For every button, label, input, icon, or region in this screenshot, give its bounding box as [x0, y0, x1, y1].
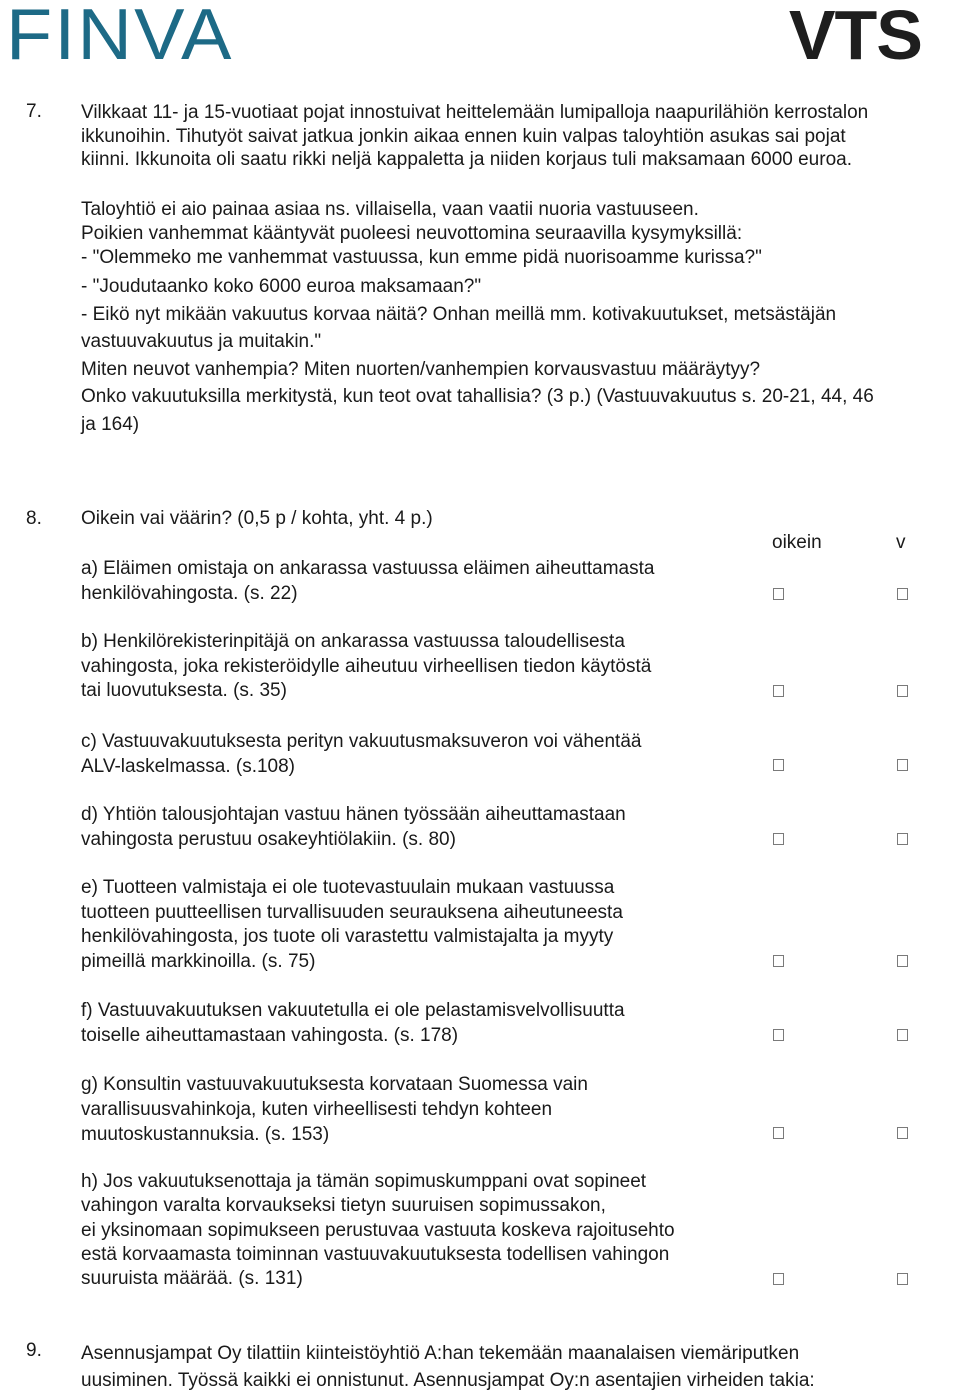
text-line: kiinni. Ikkunoita oli saatu rikki neljä kappaletta ja niiden korjaus tuli maksamaan 6000 euroa. [81, 149, 852, 170]
text-line: ei yksinomaan sopimukseen perustuvaa vastuuta koskeva rajoitusehto [81, 1219, 675, 1241]
question-7-paragraph-3 [81, 273, 874, 439]
question-8-heading: Oikein vai väärin? (0,5 p / kohta, yht. 4 p.) [81, 508, 433, 529]
text-line: vastuuvakuutus ja muitakin." [81, 331, 322, 353]
checkbox-d-false[interactable] [897, 833, 908, 845]
text-line: estä korvaamasta toiminnan vastuuvakuutuksesta todellisen vahingon [81, 1243, 670, 1265]
text-line: vahingon varalta korvaukseksi tietyn suuruisen sopimussakon, [81, 1195, 606, 1217]
text-line: pimeillä markkinoilla. (s. 75) [81, 950, 316, 972]
statement-e [81, 876, 623, 974]
text-line: Taloyhtiö ei aio painaa asiaa ns. villaisella, vaan vaatii nuoria vastuuseen. [81, 199, 699, 220]
statement-f [81, 998, 625, 1048]
text-line: toiselle aiheuttamastaan vahingosta. (s. 178) [81, 1025, 459, 1046]
checkbox-b-true[interactable] [773, 685, 784, 697]
statement-d [81, 802, 626, 852]
question-8-number: 8. [26, 508, 42, 529]
text-line: d) Yhtiön talousjohtajan vastuu hänen työssään aiheuttamastaan [81, 804, 626, 825]
text-line: - "Joudutaanko koko 6000 euroa maksamaan?" [81, 276, 482, 297]
text-line: tuotteen puutteellisen turvallisuuden seurauksena aiheutuneesta [81, 901, 623, 923]
text-line: ikkunoihin. Tihutyöt saivat jatkua jonkin aikaa ennen kuin valpas taloyhtiön asukas sai pojat [81, 125, 846, 147]
question-7-number: 7. [26, 101, 42, 122]
text-line: c) Vastuuvakuutuksesta perityn vakuutusmaksuveron voi vähentää [81, 731, 642, 752]
text-line: Vilkkaat 11- ja 15-vuotiaat pojat innostuivat heittelemään lumipalloja naapurilähiön kerrostalon [81, 102, 869, 123]
text-line: Miten neuvot vanhempia? Miten nuorten/vanhempien korvausvastuu määräytyy? [81, 358, 761, 380]
statement-g [81, 1072, 588, 1147]
vts-logo: VTS [788, 0, 922, 74]
text-line: g) Konsultin vastuuvakuutuksesta korvataan Suomessa vain [81, 1074, 588, 1095]
checkbox-d-true[interactable] [773, 833, 784, 845]
text-line: Asennusjampat Oy tilattiin kiinteistöyhtiö A:han tekemään maanalaisen viemäriputken [81, 1343, 800, 1364]
column-header-true: oikein [772, 532, 822, 553]
question-9-paragraph [81, 1340, 815, 1394]
text-line: - "Olemmeko me vanhemmat vastuussa, kun emme pidä nuorisoamme kurissa?" [81, 247, 762, 268]
text-line: ja 164) [81, 413, 140, 435]
statement-a [81, 556, 654, 606]
text-line: b) Henkilörekisterinpitäjä on ankarassa vastuussa taloudellisesta [81, 631, 625, 652]
checkbox-f-false[interactable] [897, 1029, 908, 1041]
checkbox-h-true[interactable] [773, 1273, 784, 1285]
text-line: f) Vastuuvakuutuksen vakuutetulla ei ole pelastamisvelvollisuutta [81, 1000, 625, 1021]
text-line: tai luovutuksesta. (s. 35) [81, 680, 287, 701]
checkbox-c-false[interactable] [897, 759, 908, 771]
checkbox-g-true[interactable] [773, 1127, 784, 1139]
statement-h [81, 1170, 675, 1291]
text-line: Poikien vanhemmat kääntyvät puoleesi neuvottomina seuraavilla kysymyksillä: [81, 223, 743, 244]
text-line: uusiminen. Työssä kaikki ei onnistunut. Asennusjampat Oy:n asentajien virheiden takia: [81, 1370, 815, 1391]
checkbox-h-false[interactable] [897, 1273, 908, 1285]
statement-b [81, 630, 651, 704]
question-9-number: 9. [26, 1340, 42, 1361]
checkbox-c-true[interactable] [773, 759, 784, 771]
text-line: ALV-laskelmassa. (s.108) [81, 756, 296, 777]
checkbox-g-false[interactable] [897, 1127, 908, 1139]
text-line: henkilövahingosta. (s. 22) [81, 583, 298, 604]
checkbox-e-false[interactable] [897, 955, 908, 967]
text-line: suuruista määrää. (s. 131) [81, 1268, 303, 1290]
text-line: henkilövahingosta, jos tuote oli varastettu valmistajalta ja myyty [81, 926, 614, 947]
checkbox-f-true[interactable] [773, 1029, 784, 1041]
text-line: vahingosta, joka rekisteröidylle aiheutuu virheellisen tiedon käytöstä [81, 655, 652, 677]
text-line: e) Tuotteen valmistaja ei ole tuotevastuulain mukaan vastuussa [81, 877, 615, 898]
text-line: muutoskustannuksia. (s. 153) [81, 1124, 330, 1145]
column-header-false: v [896, 532, 906, 553]
checkbox-b-false[interactable] [897, 685, 908, 697]
text-line: a) Eläimen omistaja on ankarassa vastuussa eläimen aiheuttamasta [81, 558, 655, 579]
question-7-paragraph-1 [81, 101, 868, 172]
checkbox-e-true[interactable] [773, 955, 784, 967]
statement-c [81, 729, 641, 779]
text-line: vahingosta perustuu osakeyhtiölakiin. (s. 80) [81, 829, 456, 850]
text-line: h) Jos vakuutuksenottaja ja tämän sopimuskumppani ovat sopineet [81, 1171, 647, 1192]
checkbox-a-false[interactable] [897, 588, 908, 600]
text-line: varallisuusvahinkoja, kuten virheellisesti tehdyn kohteen [81, 1099, 553, 1120]
checkbox-a-true[interactable] [773, 588, 784, 600]
text-line: - Eikö nyt mikään vakuutus korvaa näitä? Onhan meillä mm. kotivakuutukset, metsästäjän [81, 303, 837, 325]
question-7-paragraph-2 [81, 198, 762, 270]
finva-logo: FINVA [6, 0, 234, 75]
text-line: Onko vakuutuksilla merkitystä, kun teot ovat tahallisia? (3 p.) (Vastuuvakuutus s. 20-21, 44, 46 [81, 386, 874, 408]
